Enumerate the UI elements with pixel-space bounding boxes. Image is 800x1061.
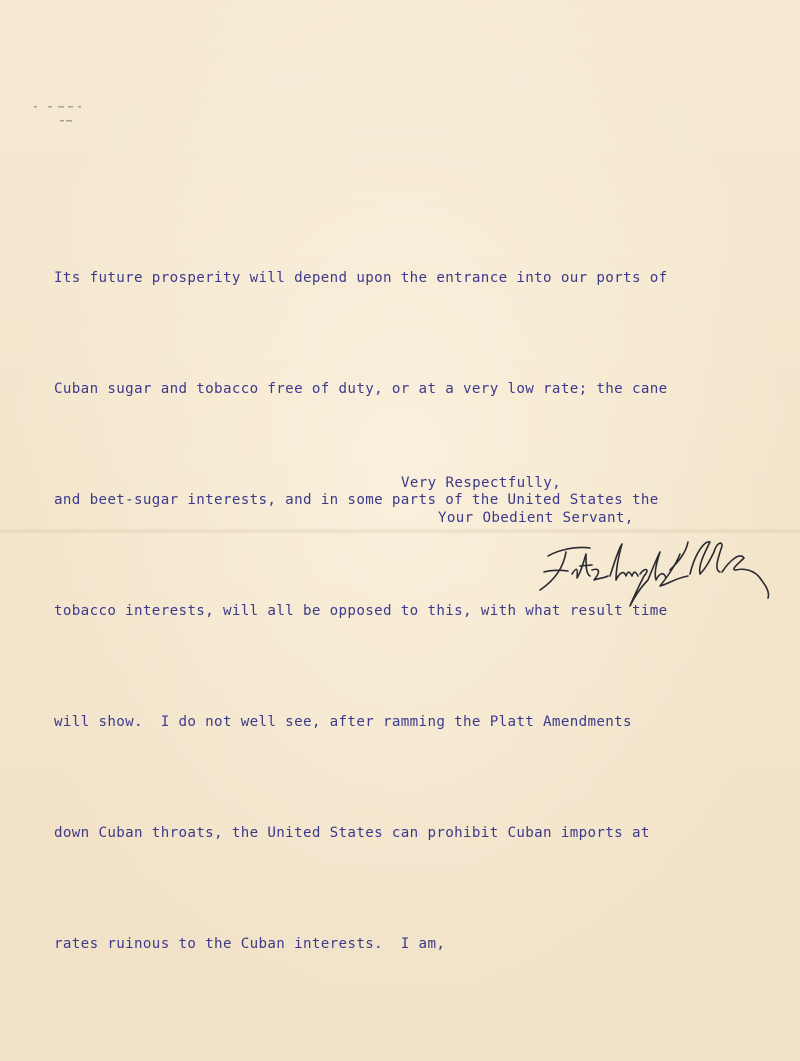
closing-very-respectfully: Very Respectfully, <box>401 475 562 491</box>
letter-line: will show. I do not well see, after ramming the Platt Amendments <box>54 714 632 730</box>
letter-line: Cuban sugar and tobacco free of duty, or at a very low rate; the cane <box>54 381 668 397</box>
letter-line: tobacco interests, will all be opposed to this, with what result time <box>54 603 668 619</box>
letter-line: and beet-sugar interests, and in some parts of the United States the <box>54 492 659 508</box>
handwritten-signature <box>530 530 780 610</box>
letter-body <box>54 186 754 1037</box>
letter-line: rates ruinous to the Cuban interests. I am, <box>54 936 446 952</box>
letter-line: Its future prosperity will depend upon the entrance into our ports of <box>54 270 668 286</box>
ink-specks-decoration <box>34 100 94 130</box>
closing-obedient-servant: Your Obedient Servant, <box>438 510 634 526</box>
letter-line: down Cuban throats, the United States can prohibit Cuban imports at <box>54 825 650 841</box>
